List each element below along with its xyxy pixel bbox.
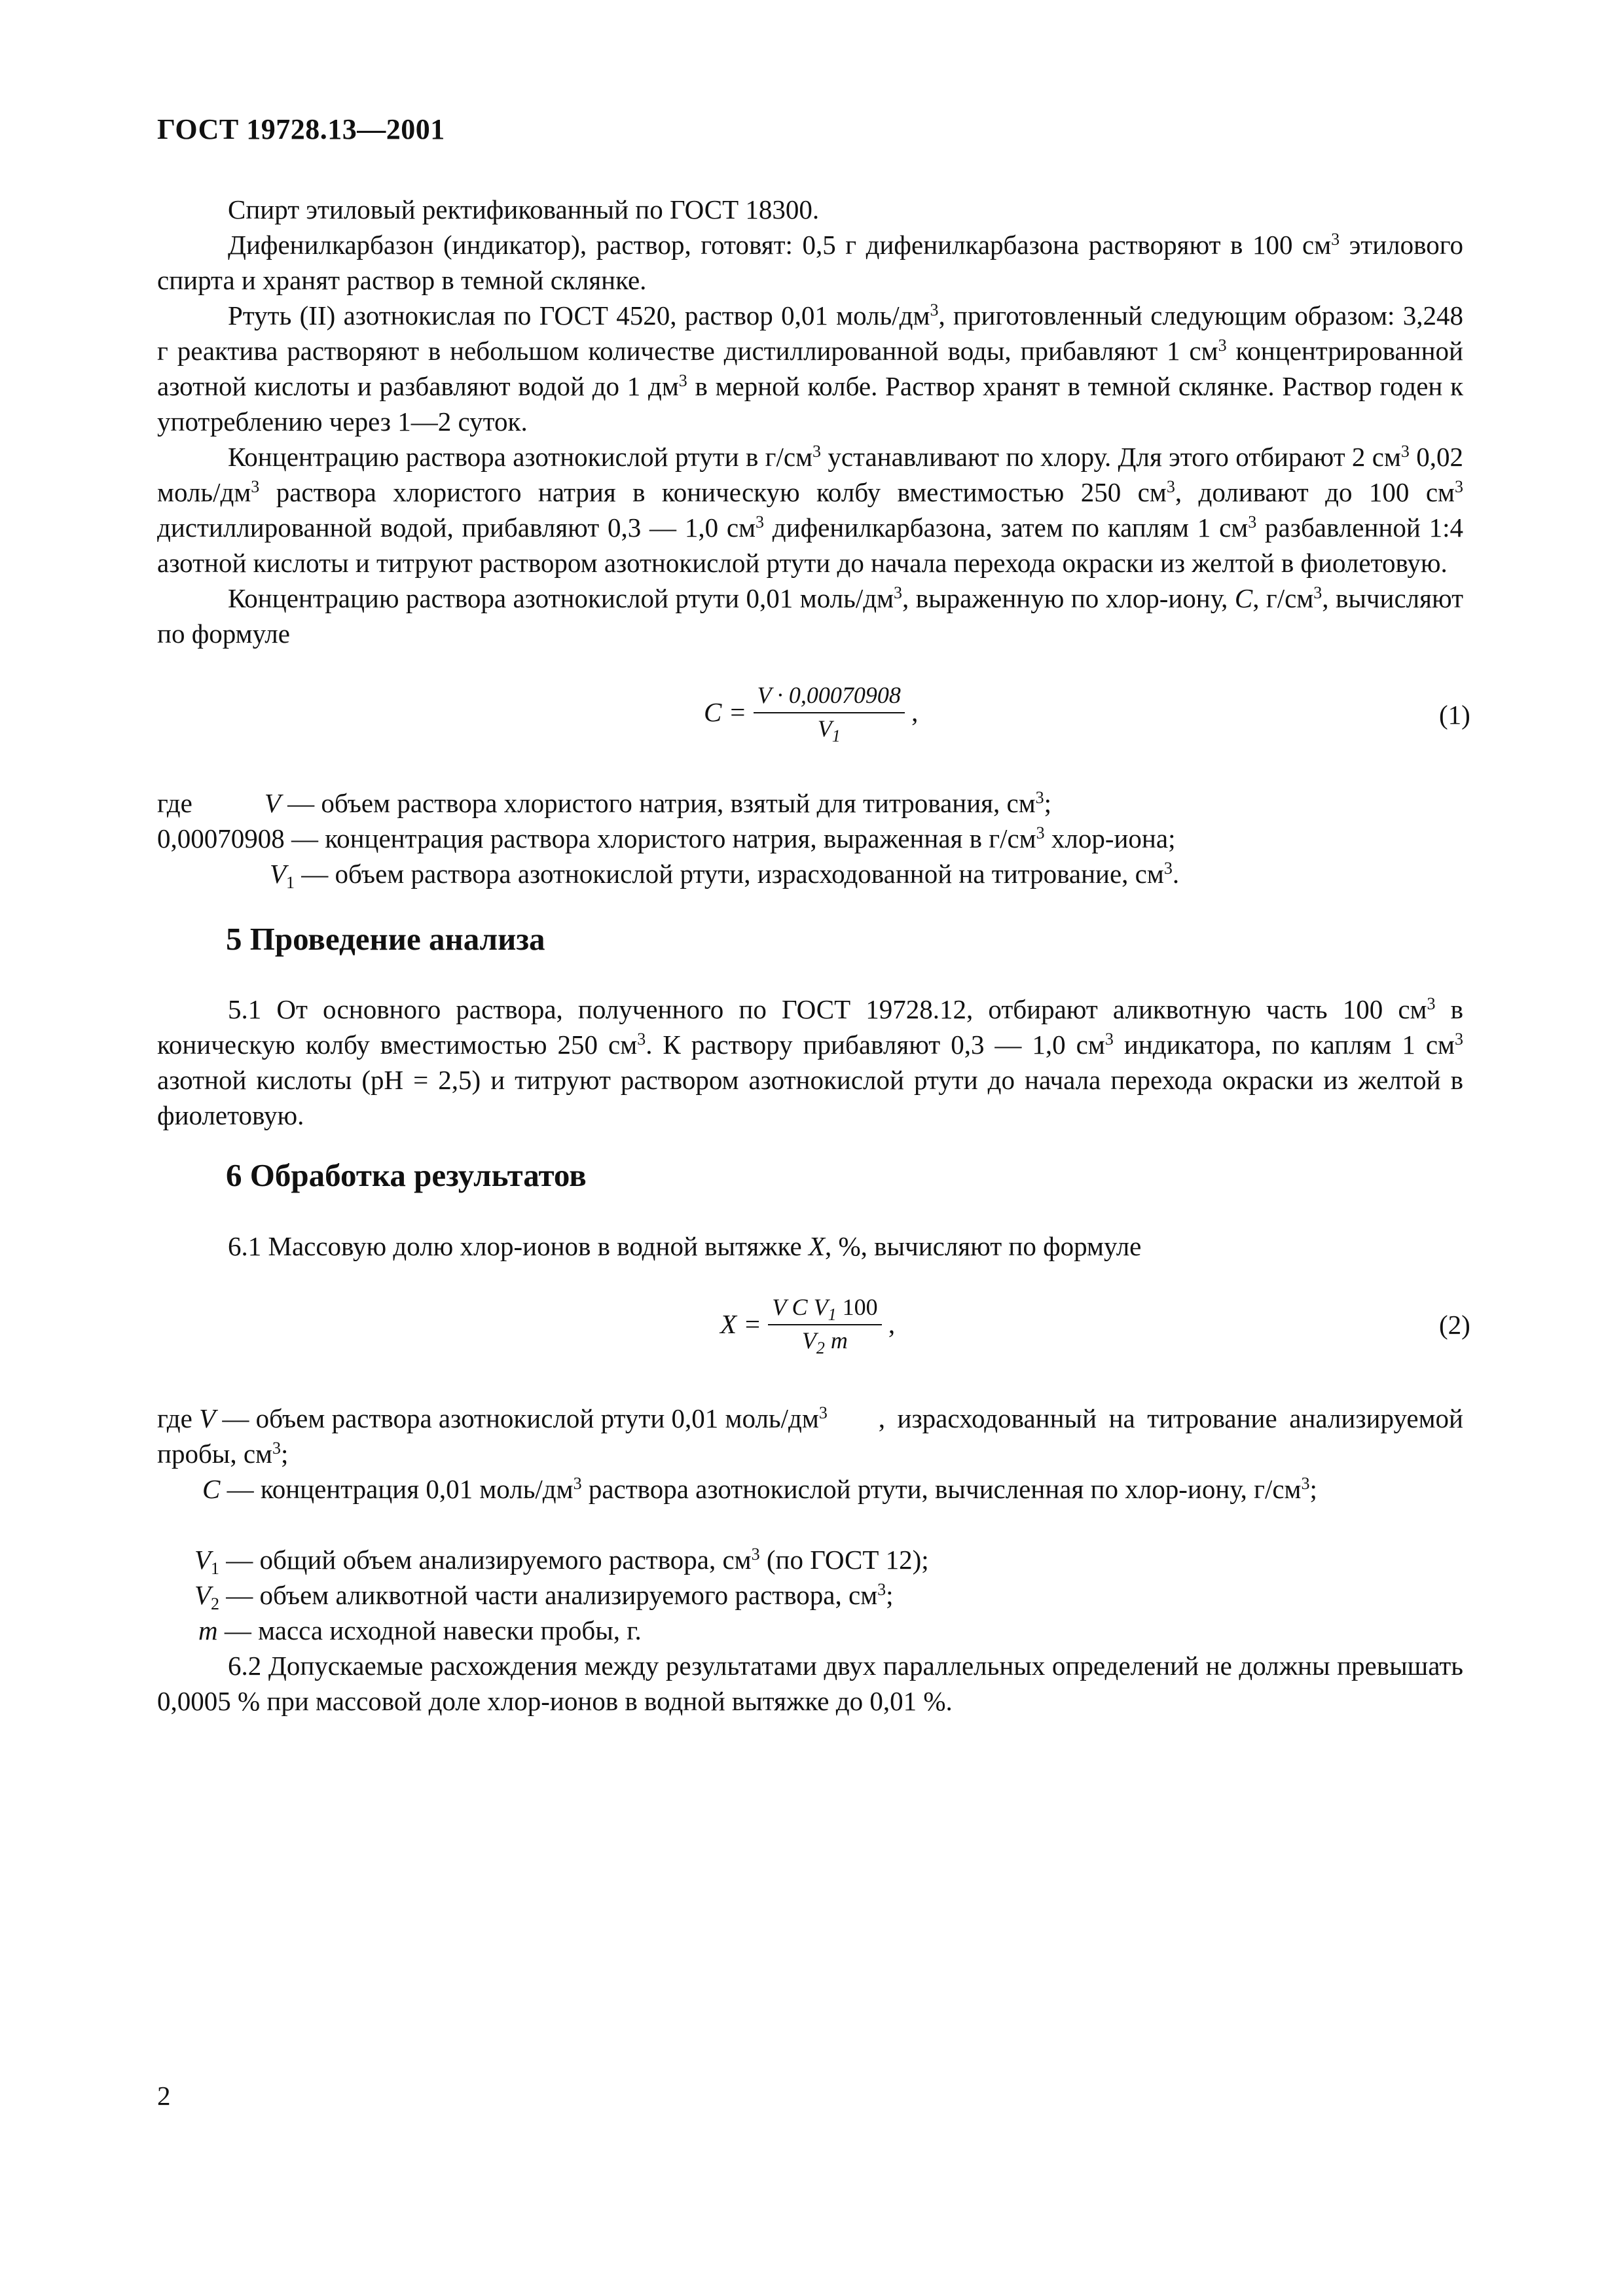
- paragraph-5-1: 5.1 От основного раствора, полученного по ГОСТ 19728.12, отбирают аликвотную часть 100 $см^3$ в коническую колбу вместимостью 250 $см^3$. К раствору прибавляют 0,3 — 1,0 $см^3$ индикатора, по каплям 1 $см^3$ азотной кислоты (рН = 2,5) и титруют раствором азотнокислой ртути до начала перехода окраски из желтой в фиолетовую.: [157, 994, 1464, 1130]
- formula-1-denominator: $V_1$: [817, 715, 841, 745]
- section-5-title: 5 Проведение анализа: [226, 921, 545, 957]
- section-5-body: [157, 992, 1463, 1133]
- formula-1-number: (1): [1439, 700, 1470, 730]
- formula-1-fraction: [754, 681, 905, 744]
- section-6-body: [157, 1229, 1463, 1264]
- concentration-procedure: Концентрацию раствора азотнокислой ртути в $г/см^3$ устанавливают по хлору. Для этого отбирают 2 $см^3$ 0,02 моль/$дм^3$ раствора хлористого натрия в коническую колбу вместимостью 250 $см^3$, доливают до 100 $см^3$ дистиллированной водой, прибавляют 0,3 — 1,0 $см^3$ дифенилкарбазона, затем по каплям 1 $см^3$ разбавленной 1:4 азотной кислоты и титруют раствором азотнокислой ртути до начала перехода окраски из желтой в фиолетовую.: [157, 442, 1464, 578]
- where-2-v2-definition: $V_2$ — объем аликвотной части анализируемого раствора, $см^3$;: [194, 1580, 894, 1613]
- section-6-title: 6 Обработка результатов: [226, 1157, 587, 1193]
- where-1-line-1: где V — объем раствора хлористого натрия, взятый для титрования, $см^3$;: [157, 788, 1052, 818]
- formula-1: [704, 681, 918, 744]
- where-1-line-3: $V_1$ — объем раствора азотнокислой ртути, израсходованной на титрование, $см^3$.: [270, 859, 1180, 892]
- where-2-line-v: где V — объем раствора азотнокислой ртути 0,01 моль/$дм^3$: [157, 1403, 828, 1433]
- formula-2: [720, 1293, 895, 1355]
- paragraph-6-2-block: [157, 1648, 1463, 1719]
- formula-2-lhs: X =: [720, 1309, 761, 1339]
- paragraph-6-2: 6.2 Допускаемые расхождения между результатами двух параллельных определений не должны превышать 0,0005 % при массовой доле хлор-ионов в водной вытяжке до 0,01 %.: [157, 1651, 1463, 1716]
- where-2-c-definition: C — концентрация 0,01 моль/$дм^3$ раствора азотнокислой ртути, вычисленная по хлор-иону, $г/см^3$;: [202, 1474, 1317, 1504]
- formula-2-comma: ,: [888, 1309, 896, 1339]
- where-2-v1-definition: $V_1$ — общий объем анализируемого раствора, $см^3$ (по ГОСТ 12);: [194, 1545, 929, 1578]
- paragraph-6-1: 6.1 Массовую долю хлор-ионов в водной вытяжке X, %, вычисляют по формуле: [228, 1231, 1142, 1261]
- formula-2-number: (2): [1439, 1310, 1470, 1340]
- where-1-line-2: 0,00070908 — концентрация раствора хлористого натрия, выраженная в $г/см^3$ хлор-иона;: [157, 823, 1176, 853]
- formula-1-comma: ,: [911, 697, 919, 727]
- reagent-ethanol: Спирт этиловый ректификованный по ГОСТ 18300.: [228, 194, 820, 224]
- formula-2-denominator: $V_2$ m: [801, 1327, 848, 1357]
- formula-2-fraction: [768, 1293, 881, 1355]
- where-2-m-definition: m — масса исходной навески пробы, г.: [198, 1615, 642, 1645]
- reagent-mercury-nitrate: Ртуть (II) азотнокислая по ГОСТ 4520, раствор 0,01 моль/$дм^3$, приготовленный следующим образом: 3,248 г реактива растворяют в небольшом количестве дистиллированной воды, прибавляют 1 $см^3$ концентрированной азотной кислоты и разбавляют водой до 1 $дм^3$ в мерной колбе. Раствор хранят в темной склянке. Раствор годен к употреблению через 1—2 суток.: [157, 300, 1464, 437]
- concentration-formula-intro: Концентрацию раствора азотнокислой ртути 0,01 моль/$дм^3$, выраженную по хлор-иону, C, $г/см^3$, вычисляют по формуле: [157, 583, 1463, 649]
- reagents-block: [157, 192, 1463, 651]
- document-header: ГОСТ 19728.13—2001: [157, 113, 445, 145]
- formula-2-numerator: V C $V_1$ 100: [768, 1293, 881, 1325]
- page-number: 2: [157, 2081, 171, 2111]
- reagent-diphenylcarbazone: Дифенилкарбазон (индикатор), раствор, готовят: 0,5 г дифенилкарбазона растворяют в 100 $см^3$ этилового спирта и хранят раствор в темной склянке.: [157, 230, 1463, 295]
- formula-1-lhs: C =: [704, 697, 747, 727]
- where-2-v-definition: , израсходованный на титрование анализируемой пробы, $см^3$;: [157, 1403, 1463, 1469]
- formula-1-numerator: V · 0,00070908: [754, 681, 905, 713]
